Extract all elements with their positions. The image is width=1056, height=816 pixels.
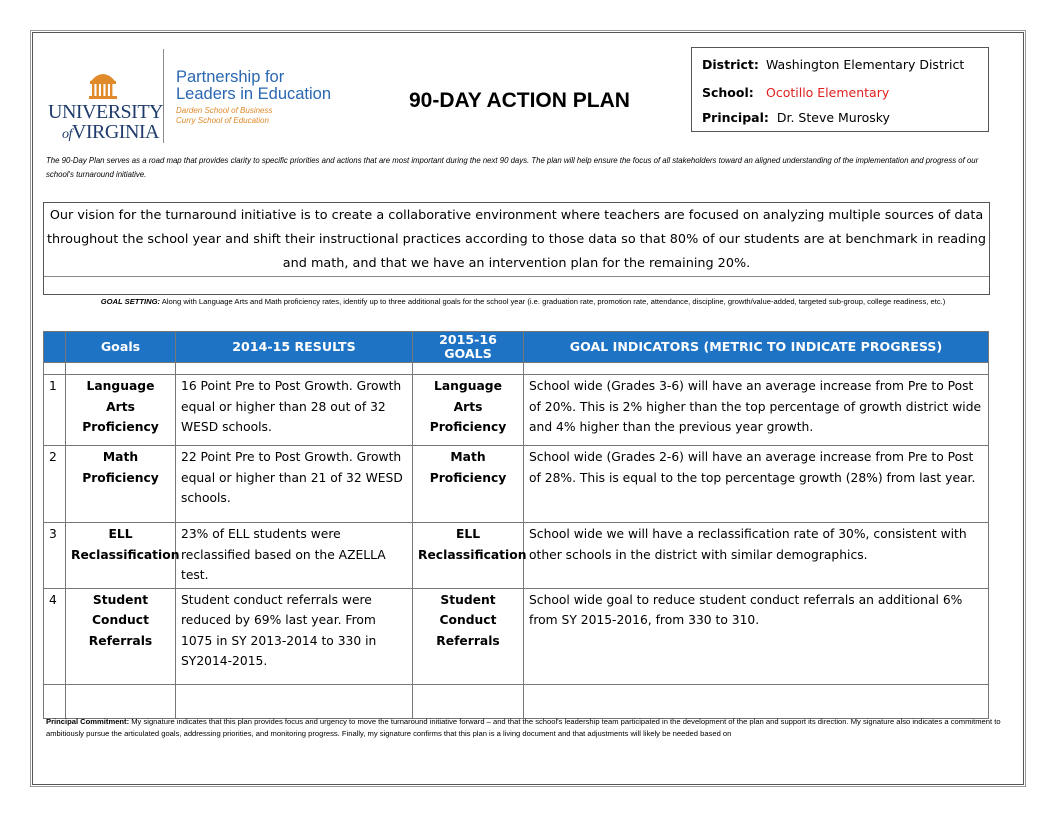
goal-name: Language Arts Proficiency xyxy=(66,375,176,446)
rotunda-icon xyxy=(86,65,120,99)
table-row xyxy=(44,375,989,446)
goal-name-2015: Language Arts Proficiency xyxy=(413,375,524,446)
goal-indicator: School wide goal to reduce student conduct referrals an additional 6% from SY 2015-2016, from 330 to 310. xyxy=(524,588,989,684)
principal-value: Dr. Steve Murosky xyxy=(776,110,890,125)
partnership-logo xyxy=(176,69,376,126)
principal-label: Principal: xyxy=(702,110,769,125)
row-number: 3 xyxy=(44,523,66,589)
header-goals-2015: 2015-16 GOALS xyxy=(413,332,524,363)
goal-name-2015: Student Conduct Referrals xyxy=(413,588,524,684)
goal-name: ELL Reclassification xyxy=(66,523,176,589)
goal-name-2015: ELL Reclassification xyxy=(413,523,524,589)
table-row xyxy=(44,446,989,523)
intro-text: The 90-Day Plan serves as a road map that provides clarity to specific priorities and actions that are most important during the next 90 days. The plan will help ensure the focus of all stakeholders toward an aligned understanding of the implementation and progress of our school's turnaround initiative. xyxy=(46,156,979,179)
goal-setting-note xyxy=(43,297,1003,307)
darden-school: Darden School of Business xyxy=(176,106,273,115)
vision-divider xyxy=(44,276,989,277)
uva-word-virginia: ofVIRGINIA xyxy=(62,121,159,143)
table-row xyxy=(44,588,989,684)
commitment-label: Principal Commitment: xyxy=(46,717,130,726)
partnership-line2: Leaders in Education xyxy=(176,85,332,103)
header-number xyxy=(44,332,66,363)
principal-commitment xyxy=(46,716,1006,739)
goal-name: Student Conduct Referrals xyxy=(66,588,176,684)
document-page xyxy=(32,32,1024,785)
principal-row xyxy=(702,110,890,125)
table-header-row xyxy=(44,332,989,363)
goal-results: 16 Point Pre to Post Growth. Growth equal or higher than 28 out of 32 WESD schools. xyxy=(176,375,413,446)
goal-indicator: School wide (Grades 2-6) will have an average increase from Pre to Post of 28%. This is equal to the top percentage growth (28%) from last year. xyxy=(524,446,989,523)
table-row-empty xyxy=(44,684,989,718)
row-number: 4 xyxy=(44,588,66,684)
commitment-text: My signature indicates that this plan provides focus and urgency to move the turnaround initiative forward – and that the school's leadership team participated in the development of the plan and support its direction. My signature also indicates a commitment to ambitiously pursue the articulated goals, addressing priorities, and monitoring progress. Finally, my signature confirms that this plan is a living document and that adjustments will likely be needed based on xyxy=(46,717,1001,738)
uva-word-university: UNIVERSITY xyxy=(48,101,163,123)
table-row xyxy=(44,523,989,589)
row-number: 2 xyxy=(44,446,66,523)
district-value: Washington Elementary District xyxy=(765,57,965,72)
school-row xyxy=(702,85,889,100)
document-title: 90-DAY ACTION PLAN xyxy=(409,89,630,112)
goal-setting-text: Along with Language Arts and Math proficiency rates, identify up to three additional goals for the school year (i.e. graduation rate, promotion rate, attendance, discipline, growth/value-added, targeted sub-group, college readiness, etc.) xyxy=(160,297,946,306)
table-spacer-row xyxy=(44,363,989,375)
vision-box xyxy=(43,202,990,295)
header-goals: Goals xyxy=(66,332,176,363)
vision-statement: Our vision for the turnaround initiative is to create a collaborative environment where teachers are focused on analyzing multiple sources of data throughout the school year and shift their instructional practices according to those data so that 80% of our students are at benchmark in reading and math, and that we have an intervention plan for the remaining 20%. xyxy=(47,208,986,271)
goal-name: Math Proficiency xyxy=(66,446,176,523)
partnership-line1: Partnership for xyxy=(176,68,285,86)
school-label: School: xyxy=(702,85,754,100)
goal-setting-label: GOAL SETTING: xyxy=(100,297,161,306)
uva-logo xyxy=(48,65,163,145)
goals-table xyxy=(43,331,989,719)
goal-name-2015: Math Proficiency xyxy=(413,446,524,523)
school-value: Ocotillo Elementary xyxy=(765,85,890,100)
header-results: 2014-15 RESULTS xyxy=(176,332,413,363)
goal-indicator: School wide (Grades 3-6) will have an average increase from Pre to Post of 20%. This is 2% higher than the top percentage of growth district wide and 4% higher than the previous year growth. xyxy=(524,375,989,446)
district-row xyxy=(702,57,964,72)
goal-results: 23% of ELL students were reclassified based on the AZELLA test. xyxy=(176,523,413,589)
school-info-box xyxy=(691,47,989,132)
district-label: District: xyxy=(702,57,759,72)
goal-results: 22 Point Pre to Post Growth. Growth equal or higher than 21 of 32 WESD schools. xyxy=(176,446,413,523)
row-number: 1 xyxy=(44,375,66,446)
header-indicators: GOAL INDICATORS (METRIC TO INDICATE PROGRESS) xyxy=(524,332,989,363)
goal-results: Student conduct referrals were reduced by 69% last year. From 1075 in SY 2013-2014 to 330 in SY2014-2015. xyxy=(176,588,413,684)
curry-school: Curry School of Education xyxy=(176,116,269,125)
goal-indicator: School wide we will have a reclassification rate of 30%, consistent with other schools in the district with similar demographics. xyxy=(524,523,989,589)
logo-divider xyxy=(163,49,164,143)
